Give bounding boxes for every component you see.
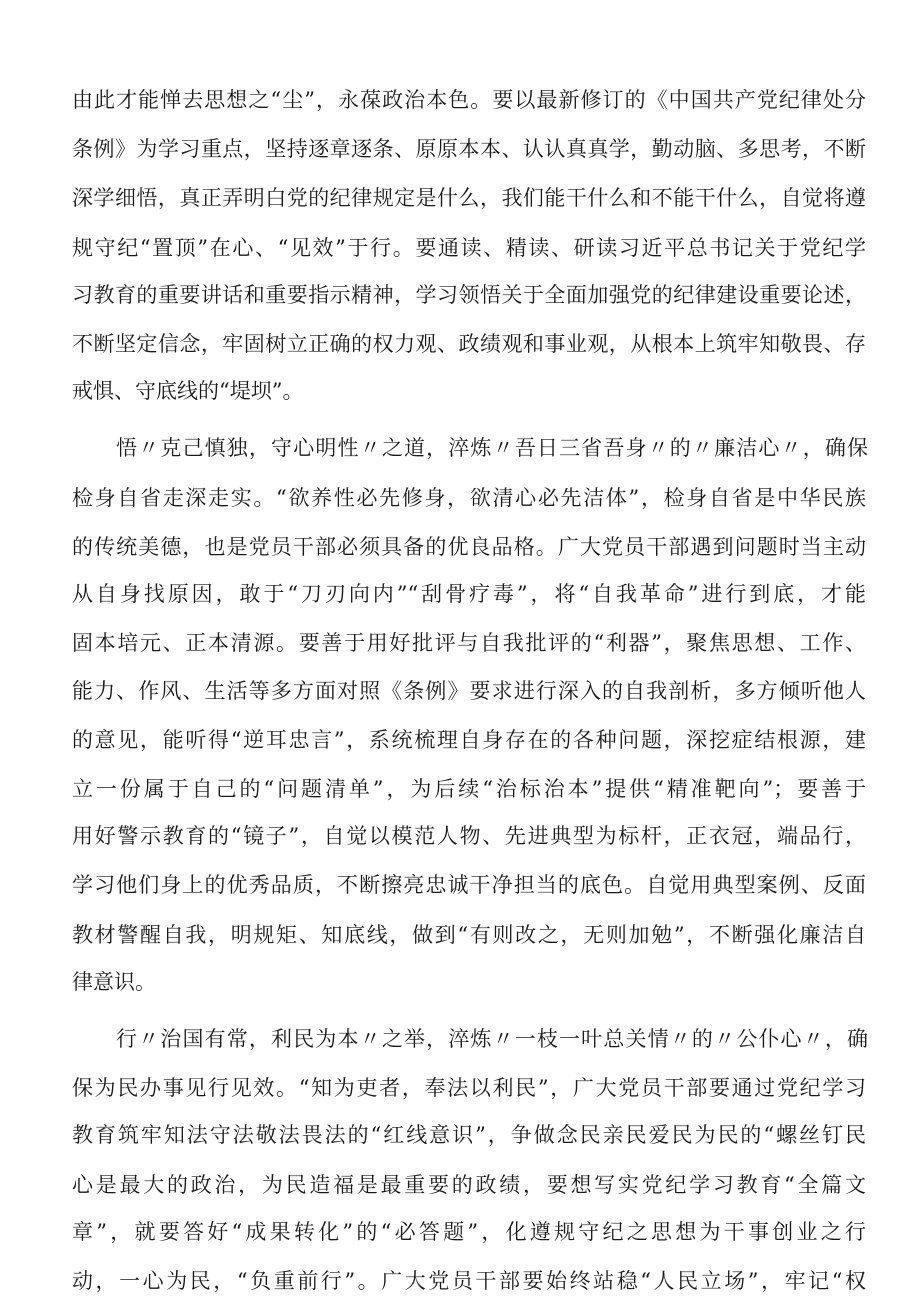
text-line: 教材警醒自我，明规矩、知底线，做到“有则改之，无则加勉”，不断强化廉洁自	[72, 922, 866, 947]
text-line: 从自身找原因，敢于“刀刃向内”“刮骨疗毒”，将“自我革命”进行到底，才能	[72, 582, 866, 607]
text-line: 动，一心为民，“负重前行”。广大党员干部要始终站稳“人民立场”，牢记“权	[72, 1269, 866, 1293]
text-line: 教育筑牢知法守法敬法畏法的“红线意识”，争做念民亲民爱民为民的“螺丝钉民	[72, 1123, 866, 1148]
text-line: 心是最大的政治，为民造福是最重要的政绩，要想写实党纪学习教育“全篇文	[72, 1172, 866, 1197]
text-line: 保为民办事见行见效。“知为吏者，奉法以利民”，广大党员干部要通过党纪学习	[72, 1076, 866, 1101]
text-line: 条例》为学习重点，坚持逐章逐条、原原本本、认认真真学，勤动脑、多思考，不断	[72, 137, 866, 162]
text-line: 律意识。	[72, 969, 156, 994]
text-line: 不断坚定信念，牢固树立正确的权力观、政绩观和事业观，从根本上筑牢知敬畏、存	[72, 332, 866, 357]
text-line: 由此才能惮去思想之“尘”，永葆政治本色。要以最新修订的《中国共产党纪律处分	[72, 88, 866, 112]
text-line: 立一份属于自己的“问题清单”，为后续“治标治本”提供“精准靶向”；要善于	[72, 776, 866, 801]
text-line: 用好警示教育的“镜子”，自觉以模范人物、先进典型为标杆，正衣冠，端品行，	[72, 824, 866, 849]
text-line: 戒惧、守底线的“堤坝”。	[72, 379, 304, 404]
text-line: 的意见，能听得“逆耳忠言”，系统梳理自身存在的各种问题，深挖症结根源，建	[72, 727, 866, 752]
text-line: 的传统美德，也是党员干部必须具备的优良品格。广大党员干部遇到问题时当主动	[72, 534, 866, 559]
paragraph-first-line: 行〃治国有常，利民为本〃之举，淬炼〃一枝一叶总关情〃的〃公仆心〃，确	[116, 1026, 868, 1051]
paragraph-first-line: 悟〃克己慎独，守心明性〃之道，淬炼〃吾日三省吾身〃的〃廉洁心〃，确保	[116, 436, 868, 461]
text-line: 固本培元、正本清源。要善于用好批评与自我批评的“利器”，聚焦思想、工作、	[72, 631, 866, 656]
text-line: 能力、作风、生活等多方面对照《条例》要求进行深入的自我剖析，多方倾听他人	[72, 678, 866, 703]
text-line: 章”，就要答好“成果转化”的“必答题”，化遵规守纪之思想为干事创业之行	[72, 1219, 866, 1244]
text-line: 习教育的重要讲话和重要指示精神，学习领悟关于全面加强党的纪律建设重要论述，	[72, 282, 866, 307]
text-line: 深学细悟，真正弄明白党的纪律规定是什么，我们能干什么和不能干什么，自觉将遵	[72, 186, 866, 211]
text-line: 学习他们身上的优秀品质，不断擦亮忠诚干净担当的底色。自觉用典型案例、反面	[72, 873, 866, 898]
text-line: 规守纪“置顶”在心、“见效”于行。要通读、精读、研读习近平总书记关于党纪学	[72, 235, 866, 260]
text-line: 检身自省走深走实。“欲养性必先修身，欲清心必先洁体”，检身自省是中华民族	[72, 485, 866, 510]
